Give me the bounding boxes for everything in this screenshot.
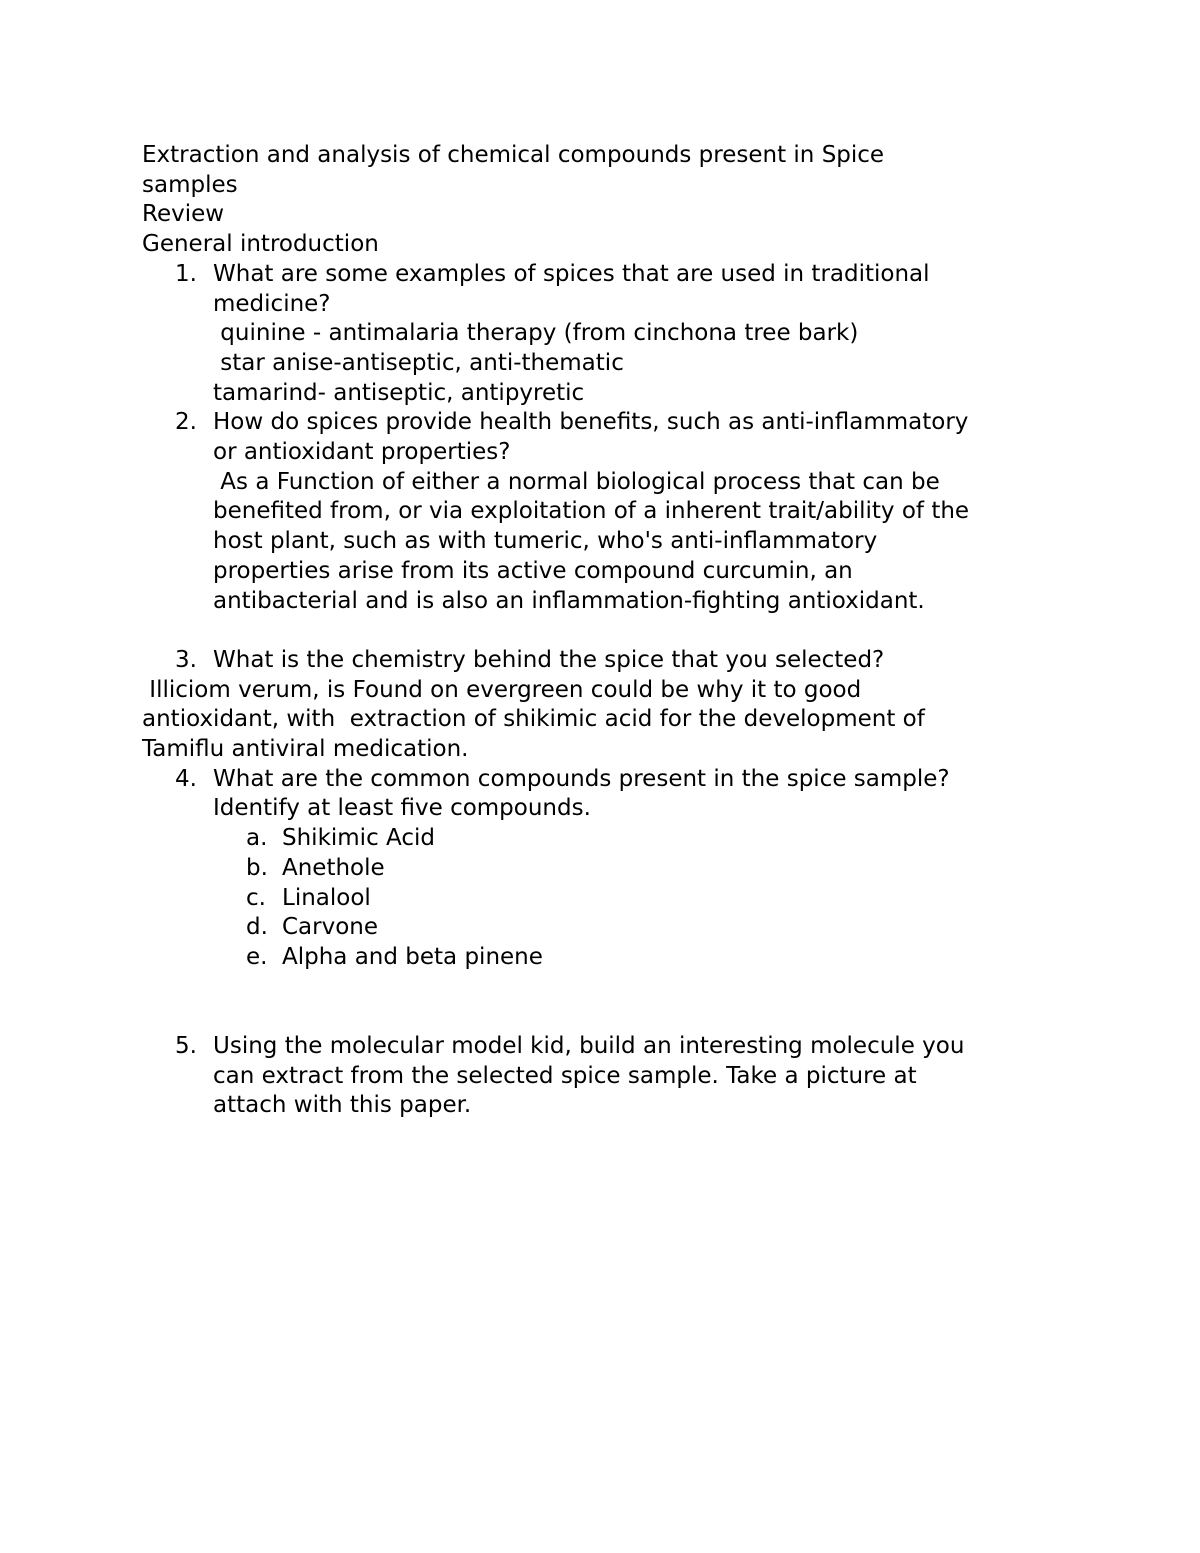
question-1-answer-line: quinine - antimalaria therapy (from cinchona tree bark) [213, 320, 859, 347]
compound-letter: d. [246, 914, 268, 941]
question-2-text-line-2: or antioxidant properties? [213, 439, 511, 466]
document-body [142, 141, 1062, 1121]
compound-name: Alpha and beta pinene [282, 943, 543, 970]
question-1-text-line-2: medicine? [213, 290, 331, 317]
blank-line [142, 1002, 1062, 1032]
question-4 [142, 765, 1062, 824]
compound-list-item [142, 854, 1062, 884]
compound-name: Anethole [282, 854, 385, 881]
compound-list-item [142, 913, 1062, 943]
question-1-answer-line: tamarind- antiseptic, antipyretic [213, 379, 585, 406]
heading-review: Review [142, 201, 225, 228]
question-5-number: 5. [175, 1033, 197, 1060]
compound-list-item [142, 884, 1062, 914]
question-3-answer-line: Illiciom verum, is Found on evergreen could be why it to good [142, 676, 862, 703]
question-2-number: 2. [175, 409, 197, 436]
question-5-text-line-3: attach with this paper. [213, 1092, 472, 1119]
question-5 [142, 1032, 1062, 1121]
question-4-text-line-1: What are the common compounds present in the spice sample? [213, 765, 950, 792]
question-4-number: 4. [175, 765, 197, 792]
compound-name: Carvone [282, 914, 379, 941]
compound-letter: e. [246, 943, 268, 970]
compound-list-item [142, 943, 1062, 973]
document-title-line-1: Extraction and analysis of chemical compounds present in Spice [142, 142, 885, 168]
question-3-answer-line: Tamiflu antiviral medication. [142, 736, 469, 763]
document-title-line-2: samples [142, 171, 238, 198]
compound-name: Linalool [282, 884, 371, 911]
question-2-answer-line: benefited from, or via exploitation of a inherent trait/ability of the [213, 498, 970, 525]
compound-letter: c. [246, 884, 266, 911]
question-2-text-line-1: How do spices provide health benefits, such as anti-inflammatory [213, 409, 969, 436]
compound-list-item [142, 824, 1062, 854]
question-3-number: 3. [175, 646, 197, 673]
compound-letter: a. [246, 825, 268, 852]
question-2-answer-line: properties arise from its active compound curcumin, an [213, 557, 853, 584]
question-2-answer-line: antibacterial and is also an inflammation-fighting antioxidant. [213, 587, 925, 614]
question-1-text-line-1: What are some examples of spices that are used in traditional [213, 260, 930, 287]
heading-general-introduction: General introduction [142, 231, 379, 258]
question-1 [142, 260, 1062, 409]
blank-line [142, 616, 1062, 646]
question-5-text-line-1: Using the molecular model kid, build an interesting molecule you [213, 1033, 965, 1060]
question-3 [142, 646, 1062, 676]
question-4-text-line-2: Identify at least five compounds. [213, 795, 591, 822]
compound-letter: b. [246, 854, 268, 881]
question-2-answer-line: As a Function of either a normal biological process that can be [213, 468, 940, 495]
blank-line [142, 973, 1062, 1003]
compound-name: Shikimic Acid [282, 825, 435, 852]
question-3-text-line-1: What is the chemistry behind the spice that you selected? [213, 646, 885, 673]
question-1-answer-line: star anise-antiseptic, anti-thematic [213, 349, 624, 376]
question-2 [142, 408, 1062, 616]
question-2-answer-line: host plant, such as with tumeric, who's anti-inflammatory [213, 528, 878, 555]
question-5-text-line-2: can extract from the selected spice sample. Take a picture at [213, 1062, 917, 1089]
question-1-number: 1. [175, 260, 197, 287]
question-3-answer-line: antioxidant, with extraction of shikimic acid for the development of [142, 706, 925, 733]
